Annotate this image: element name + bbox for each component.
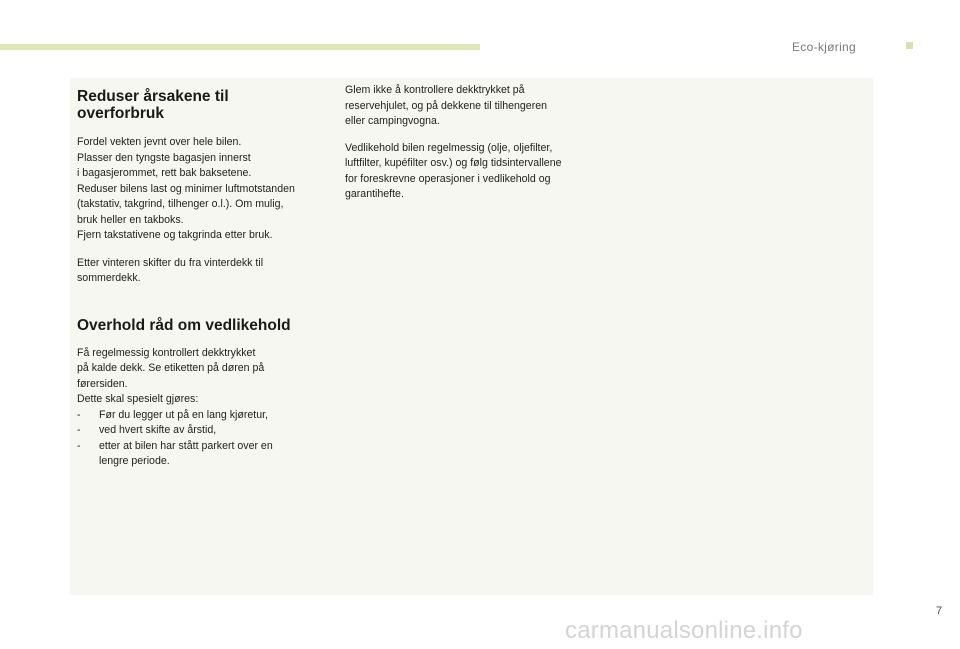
list-item-line: lengre periode. bbox=[99, 455, 170, 467]
text-line: (takstativ, takgrind, tilhenger o.l.). Om mulig, bbox=[77, 198, 284, 210]
text-line: luftfilter, kupéfilter osv.) og følg tidsintervallene bbox=[345, 157, 562, 169]
paragraph-weight-distribution bbox=[77, 135, 341, 244]
text-line: Dette skal spesielt gjøres: bbox=[77, 393, 199, 405]
watermark: carmanualsonline.info bbox=[565, 617, 803, 644]
text-line: Glem ikke å kontrollere dekktrykket på bbox=[345, 84, 525, 96]
page-number: 7 bbox=[936, 605, 943, 617]
paragraph-service-intervals bbox=[345, 141, 610, 203]
text-line: sommerdekk. bbox=[77, 272, 141, 284]
heading1-line: Reduser årsakene til bbox=[77, 88, 229, 105]
text-line: Etter vinteren skifter du fra vinterdekk til bbox=[77, 256, 264, 269]
text-line: bruk heller en takboks. bbox=[77, 213, 184, 226]
list-dash: - bbox=[77, 408, 81, 421]
text-line: på kalde dekk. Se etiketten på døren på bbox=[77, 362, 265, 374]
text-line: eller campingvogna. bbox=[345, 115, 440, 127]
list-item-line: etter at bilen har stått parkert over en bbox=[99, 439, 273, 452]
text-line: garantihefte. bbox=[345, 188, 404, 200]
text-line: førersiden. bbox=[77, 377, 128, 390]
section-marker bbox=[906, 42, 913, 49]
paragraph-spare-wheel bbox=[345, 83, 610, 130]
heading1-line: overforbruk bbox=[77, 105, 164, 122]
text-line: Fordel vekten jevnt over hele bilen. bbox=[77, 136, 242, 148]
content-panel bbox=[70, 78, 873, 595]
text-line: Fjern takstativene og takgrinda etter bruk. bbox=[77, 229, 273, 241]
list-item bbox=[77, 408, 341, 424]
text-line: reservehjulet, og på dekkene til tilhengeren bbox=[345, 99, 548, 112]
text-line: Reduser bilens last og minimer luftmotstanden bbox=[77, 182, 295, 195]
paragraph-winter-tyres bbox=[77, 256, 341, 287]
list-item bbox=[77, 423, 341, 439]
section-title: Eco-kjøring bbox=[792, 40, 856, 54]
list-dash: - bbox=[77, 424, 81, 436]
check-occasions-list bbox=[77, 408, 341, 470]
list-item-line: Før du legger ut på en lang kjøretur, bbox=[99, 408, 268, 421]
header-accent-bar bbox=[0, 44, 480, 50]
list-dash: - bbox=[77, 439, 81, 452]
text-line: for foreskrevne operasjoner i vedlikehold og bbox=[345, 172, 551, 185]
list-item bbox=[77, 439, 341, 470]
left-column bbox=[77, 78, 341, 470]
heading-reduce-overconsumption bbox=[77, 88, 341, 122]
list-item-line: ved hvert skifte av årstid, bbox=[99, 424, 217, 436]
text-line: i bagasjerommet, rett bak baksetene. bbox=[77, 167, 252, 179]
paragraph-tyre-pressure bbox=[77, 346, 341, 408]
text-line: Plasser den tyngste bagasjen innerst bbox=[77, 151, 251, 164]
text-line: Få regelmessig kontrollert dekktrykket bbox=[77, 346, 256, 359]
text-line: Vedlikehold bilen regelmessig (olje, oljefilter, bbox=[345, 141, 553, 154]
right-column bbox=[345, 78, 610, 203]
heading-maintenance-advice: Overhold råd om vedlikehold bbox=[77, 316, 291, 334]
